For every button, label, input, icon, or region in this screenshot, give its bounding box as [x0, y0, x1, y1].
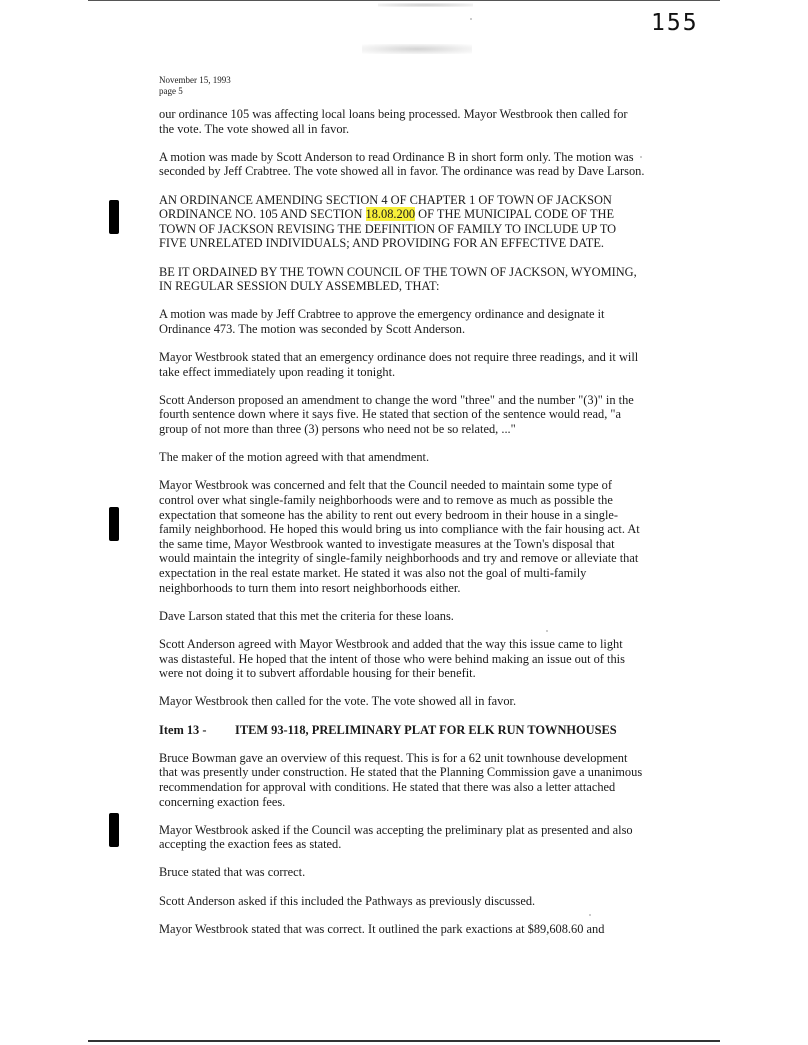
bottom-rule: [88, 1040, 720, 1042]
ordinance-title: [159, 193, 645, 251]
margin-revision-bar: [109, 507, 119, 541]
paragraph: Bruce Bowman gave an overview of this request. This is for a 62 unit townhouse development that was presently under construction. He stated that the Planning Commission gave a unanimous recommendation for approval with conditions. He stated that there was also a letter attached concerning exaction fees.: [159, 750, 643, 809]
scan-smudge-top: [378, 3, 473, 7]
paragraph: Mayor Westbrook was concerned and felt that the Council needed to maintain some type of control over what single-family neighborhoods were and to remove as much as possible the expectation that someone has the ability to rent out every bedroom in their house in a single-family neighborhood. He hoped this would bring us into compliance with the fair housing act. At the same time, Mayor Westbrook wanted to investigate measures at the Town's disposal that would maintain the integrity of single-family neighborhoods and try and remove or alleviate that expectation in the real estate market. He stated it was also not the goal of multi-family neighborhoods to turn them into resort neighborhoods either.: [159, 478, 640, 595]
scan-smudge: [362, 44, 472, 54]
scan-speck: [470, 18, 472, 20]
paragraph: Scott Anderson agreed with Mayor Westbrook and added that the way this issue came to light was distasteful. He hoped that the intent of those who were behind making an issue out of this were not doing it to subvert affordable housing for their benefit.: [159, 636, 625, 681]
paragraph: A motion was made by Jeff Crabtree to approve the emergency ordinance and designate it Ordinance 473. The motion was seconded by Scott Anderson.: [159, 307, 605, 336]
margin-revision-bar: [109, 813, 119, 847]
paragraph: Scott Anderson proposed an amendment to change the word "three" and the number "(3)" in the fourth sentence down where it says five. He stated that section of the sentence would read, "a group of not more than three (3) persons who need not be so related, ...": [159, 392, 634, 437]
paragraph: A motion was made by Scott Anderson to read Ordinance B in short form only. The motion was seconded by Jeff Crabtree. The vote showed all in favor. The ordinance was read by Dave Larson.: [159, 149, 645, 179]
paragraph: The maker of the motion agreed with that amendment.: [159, 450, 430, 465]
paragraph: Mayor Westbrook asked if the Council was accepting the preliminary plat as presented and also accepting the exaction fees as stated.: [159, 822, 633, 852]
paragraph: Scott Anderson asked if this included the Pathways as previously discussed.: [159, 893, 536, 908]
paragraph: Dave Larson stated that this met the criteria for these loans.: [159, 608, 454, 623]
highlighted-section-number: 18.08.200: [365, 207, 416, 222]
paragraph: Mayor Westbrook then called for the vote. The vote showed all in favor.: [159, 694, 517, 709]
page-number: 155: [651, 10, 699, 36]
ordinance-title-text: OF THE MUNICIPAL CODE OF THE TOWN OF JACKSON REVISING THE DEFINITION OF FAMILY TO INCLUDE UP TO FIVE UNRELATED INDIVIDUALS; AND PROVIDING FOR AN EFFECTIVE DATE.: [159, 207, 617, 251]
ordained-clause: BE IT ORDAINED BY THE TOWN COUNCIL OF THE TOWN OF JACKSON, WYOMING, IN REGULAR SESSION DULY ASSEMBLED, THAT:: [159, 264, 637, 294]
item-title: ITEM 93-118, PRELIMINARY PLAT FOR ELK RUN TOWNHOUSES: [235, 722, 617, 737]
agenda-item-heading: [159, 723, 645, 738]
page-header: [159, 75, 231, 97]
top-rule: [88, 0, 720, 1]
page-label: page 5: [159, 86, 183, 96]
item-number: Item 13 -: [159, 722, 207, 737]
margin-revision-bar: [109, 200, 119, 234]
ordinance-title-text: AN ORDINANCE AMENDING SECTION 4 OF CHAPTER 1 OF TOWN OF JACKSON ORDINANCE NO. 105 AND SECTION: [159, 192, 612, 222]
meeting-date: November 15, 1993: [159, 75, 231, 85]
minutes-body: [159, 107, 645, 950]
paragraph: Mayor Westbrook stated that was correct. It outlined the park exactions at $89,608.60 and: [159, 921, 605, 936]
paragraph: Mayor Westbrook stated that an emergency ordinance does not require three readings, and it will take effect immediately upon reading it tonight.: [159, 350, 639, 379]
paragraph: Bruce stated that was correct.: [159, 865, 306, 880]
paragraph: our ordinance 105 was affecting local loans being processed. Mayor Westbrook then called for the vote. The vote showed all in favor.: [159, 107, 628, 136]
